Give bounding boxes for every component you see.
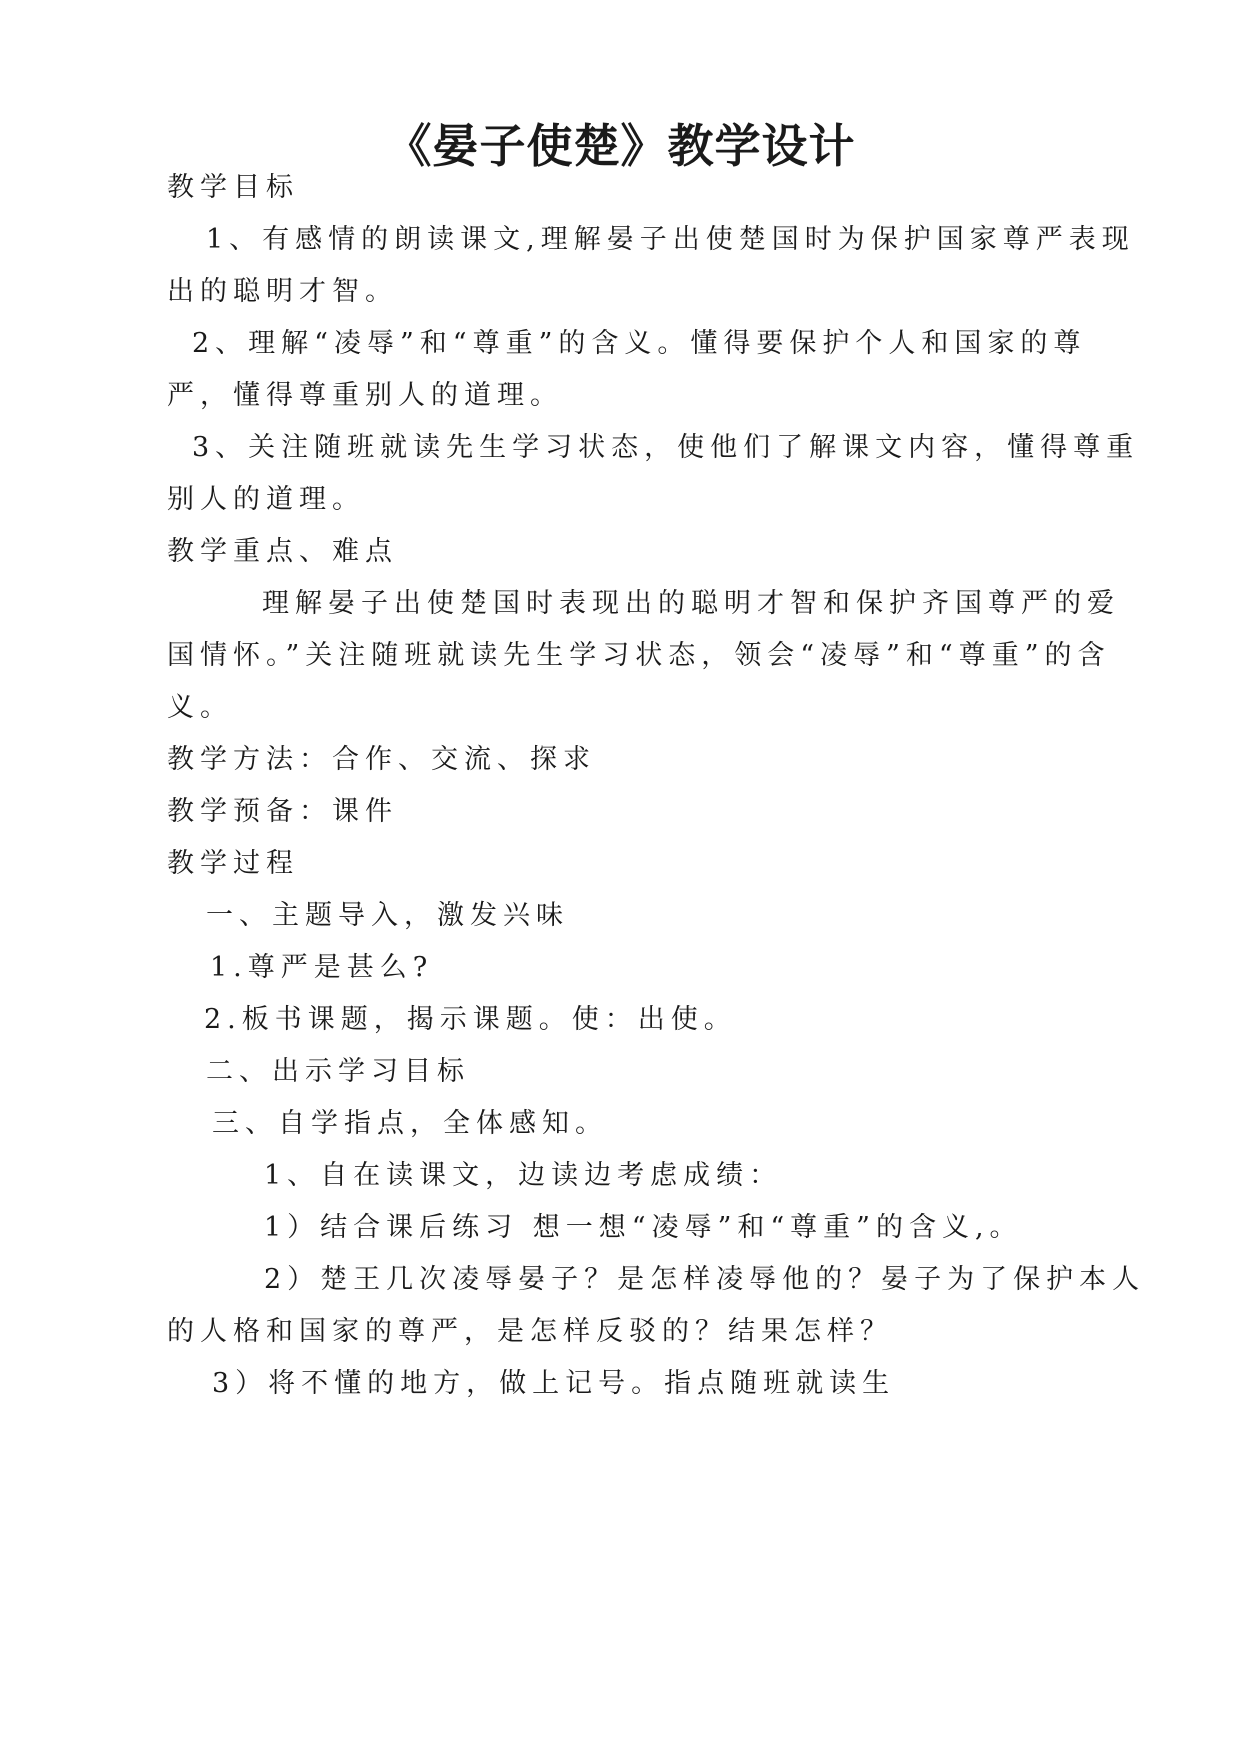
- heading-teaching-process: 教学过程: [167, 848, 299, 879]
- goal-2-line-1: 2、理解“凌辱”和“尊重”的含义。懂得要保护个人和国家的尊: [192, 328, 1087, 359]
- process-step-3-subitem-3: 3）将不懂的地方，做上记号。指点随班就读生: [212, 1368, 896, 1399]
- document-title: 《晏子使楚》教学设计: [385, 119, 856, 173]
- teaching-method: 教学方法：合作、交流、探求: [167, 744, 596, 775]
- process-step-1-item-1: 1.尊严是甚么?: [210, 952, 434, 983]
- process-step-3-item-1: 1、自在读课文，边读边考虑成绩：: [264, 1160, 783, 1191]
- goal-1-line-2: 出的聪明才智。: [167, 276, 398, 307]
- process-step-3-subitem-1: 1）结合课后练习 想一想“凌辱”和“尊重”的含义,。: [264, 1212, 1023, 1243]
- teaching-preparation: 教学预备：课件: [167, 796, 398, 827]
- goal-1-line-1: 1、有感情的朗读课文,理解晏子出使楚国时为保护国家尊严表现: [206, 224, 1135, 255]
- process-step-2: 二、出示学习目标: [206, 1056, 470, 1087]
- goal-3-line-2: 别人的道理。: [167, 484, 365, 515]
- process-step-3-subitem-2-line-1: 2）楚王几次凌辱晏子？是怎样凌辱他的？晏子为了保护本人: [264, 1264, 1146, 1295]
- heading-key-points: 教学重点、难点: [167, 536, 398, 567]
- key-points-line-2: 国情怀。”关注随班就读先生学习状态，领会“凌辱”和“尊重”的含: [167, 640, 1111, 671]
- goal-2-line-2: 严，懂得尊重别人的道理。: [167, 380, 563, 411]
- heading-teaching-goals: 教学目标: [167, 172, 299, 203]
- key-points-line-1: 理解晏子出使楚国时表现出的聪明才智和保护齐国尊严的爱: [262, 588, 1120, 619]
- process-step-3-subitem-2-line-2: 的人格和国家的尊严，是怎样反驳的？结果怎样？: [167, 1316, 893, 1347]
- goal-3-line-1: 3、关注随班就读先生学习状态，使他们了解课文内容，懂得尊重: [192, 432, 1140, 463]
- process-step-1-item-2: 2.板书课题，揭示课题。使：出使。: [204, 1004, 737, 1035]
- process-step-3: 三、自学指点，全体感知。: [212, 1108, 608, 1139]
- key-points-line-3: 义。: [167, 692, 233, 723]
- process-step-1: 一、主题导入，激发兴味: [206, 900, 569, 931]
